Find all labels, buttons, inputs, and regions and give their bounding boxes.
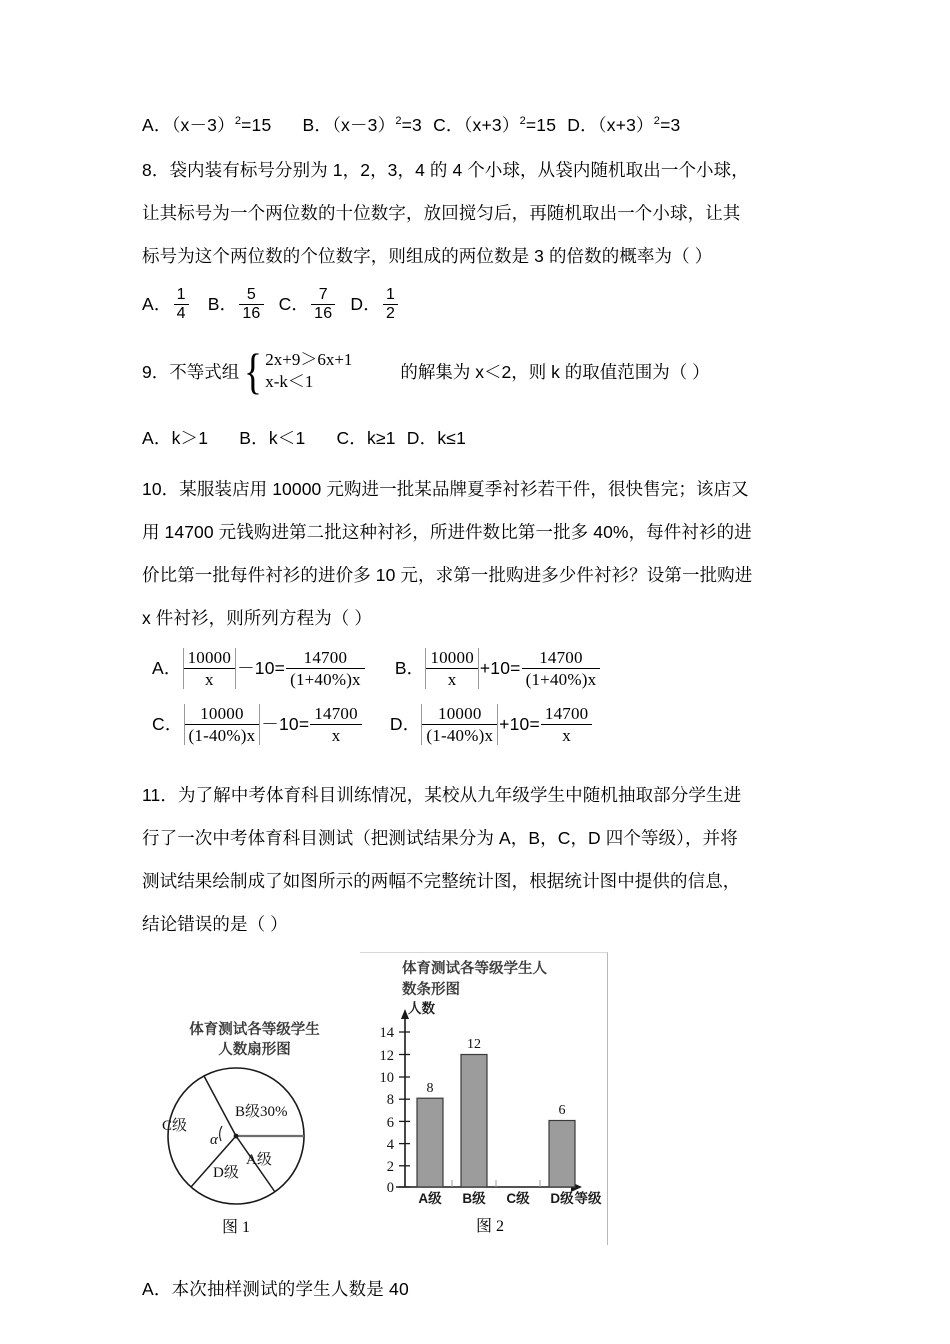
bar-value-b: 12 <box>467 1036 481 1052</box>
bar-b <box>461 1054 487 1187</box>
q9-system-line-2: x-k＜1 <box>265 372 314 392</box>
bar-ytick-4: 4 <box>386 1136 394 1153</box>
q11-line-2: 行了一次中考体育科目测试（把测试结果分为 A，B，C，D 四个等级），并将 <box>142 827 738 848</box>
q10-option-c-left-fraction: $\frac{10000}{(1-40\%)x}$ <box>184 704 261 745</box>
bar-category-d: D级 <box>550 1190 574 1206</box>
question-11-body <box>142 774 818 946</box>
q9-option-d-label: D． <box>406 427 438 448</box>
q7-option-a-label: A． <box>142 114 172 135</box>
q10-options-row-2 <box>142 696 818 752</box>
pie-center-dot <box>234 1133 239 1138</box>
q8-option-b-fraction: $\frac{5}{16}$ <box>239 286 263 322</box>
pie-label-d: D级 <box>213 1164 239 1181</box>
bar-x-axis-label: 等级 <box>574 1190 602 1206</box>
statistics-figures <box>142 952 818 1260</box>
q8-line-2: 让其标号为一个两位数的十位数字，放回搅匀后，再随机取出一个小球，让其 <box>142 202 741 223</box>
q7-option-c-label: C． <box>433 114 464 135</box>
bar-chart-figure <box>360 952 608 1245</box>
q7-option-a-expr: （x－3） <box>171 114 235 135</box>
q7-option-d-exponent: 2 <box>653 115 661 127</box>
q11-line-3: 测试结果绘制成了如图所示的两幅不完整统计图，根据统计图中提供的信息， <box>142 870 741 891</box>
q7-option-a-tail: =15 <box>241 114 272 135</box>
q7-option-b-label: B． <box>302 114 333 135</box>
page-content <box>142 100 818 1311</box>
q8-line-3: 标号为这个两位数的个位数字，则组成的两位数是 3 的倍数的概率为（ ） <box>142 245 713 266</box>
q9-inequality-system <box>241 342 353 399</box>
pie-chart-figure <box>156 1020 356 1237</box>
bar-ytick-2: 2 <box>386 1158 394 1175</box>
pie-title-line-2: 人数扇形图 <box>218 1041 291 1058</box>
q9-stem-after: 的解集为 x＜2，则 k 的取值范围为（ ） <box>400 361 710 382</box>
q9-option-d-text: k≤1 <box>437 427 466 448</box>
question-10-body <box>142 468 818 640</box>
q7-option-c-tail: =15 <box>525 114 557 135</box>
q10-option-c-right-fraction: $\frac{14700}{x}$ <box>310 704 362 745</box>
bar-ytick-8: 8 <box>386 1091 394 1108</box>
q8-option-b-label: B． <box>207 293 238 314</box>
q7-option-c-expr: （x+3） <box>463 114 520 135</box>
pie-chart-caption: 图 1 <box>221 1218 250 1236</box>
q7-option-d-tail: =3 <box>660 114 681 135</box>
q10-option-b-operator: +10= <box>479 657 521 678</box>
bar-y-axis-label: 人数 <box>408 1000 435 1016</box>
bar-ytick-14: 14 <box>379 1024 394 1041</box>
q7-option-b-exponent: 2 <box>395 115 402 127</box>
q11-line-1: 为了解中考体育科目训练情况，某校从九年级学生中随机抽取部分学生进 <box>177 784 742 805</box>
q9-option-a-label: A． <box>142 427 172 448</box>
pie-chart-svg <box>156 1060 356 1212</box>
q11-option-a: A．本次抽样测试的学生人数是 40 <box>142 1278 409 1299</box>
q9-option-a-text: k＞1 <box>171 427 209 448</box>
pie-alpha-label: α <box>210 1131 218 1148</box>
system-brace: { <box>244 342 263 399</box>
q10-option-a-right-fraction: $\frac{14700}{(1+40\%)x}$ <box>286 648 365 689</box>
q8-options-row <box>142 278 818 330</box>
q8-option-a-fraction: $\frac{1}{4}$ <box>174 286 189 322</box>
pie-chart-title <box>162 1020 347 1060</box>
q11-number: 11． <box>142 784 178 805</box>
pie-title-line-1: 体育测试各等级学生 <box>189 1021 320 1038</box>
bar-chart-caption: 图 2 <box>475 1217 504 1235</box>
q10-options-row-1 <box>142 640 818 696</box>
q8-line-1: 袋内装有标号分别为 1，2，3，4 的 4 个小球，从袋内随机取出一个小球， <box>169 159 749 180</box>
bar-title-line-1: 体育测试各等级学生人 <box>402 960 547 977</box>
q7-options-row <box>142 100 818 147</box>
bar-ytick-10: 10 <box>379 1069 394 1086</box>
q7-option-d-label: D． <box>567 114 598 135</box>
question-8-body <box>142 149 818 278</box>
q9-option-c-label: C． <box>336 427 368 448</box>
bar-category-c: C级 <box>506 1190 530 1206</box>
q10-option-b-label: B． <box>394 657 425 678</box>
q9-option-c-text: k≥1 <box>367 427 396 448</box>
bar-chart-svg <box>360 1001 606 1217</box>
bar-value-a: 8 <box>426 1080 434 1096</box>
q10-option-a-operator: －10= <box>237 657 286 678</box>
q10-line-4: x 件衬衫，则所列方程为（ ） <box>142 607 372 628</box>
bar-value-d-real: 6 <box>558 1102 566 1118</box>
q10-option-d-operator: +10= <box>499 713 540 734</box>
q7-option-b-expr: （x－3） <box>332 114 396 135</box>
q10-line-3: 价比第一批每件衬衫的进价多 10 元，求第一批购进多少件衬衫？设第一批购进 <box>142 564 753 585</box>
question-9-body <box>142 342 818 399</box>
q9-number: 9． <box>142 361 170 382</box>
bar-a <box>417 1098 443 1187</box>
bar-category-a: A级 <box>418 1190 442 1206</box>
q10-option-d-left-fraction: $\frac{10000}{(1-40\%)x}$ <box>421 704 498 745</box>
pie-label-a: A级 <box>246 1151 272 1168</box>
q10-option-b-right-fraction: $\frac{14700}{(1+40\%)x}$ <box>522 648 601 689</box>
bar-title-line-2: 数条形图 <box>402 981 460 998</box>
bar-chart-title <box>360 953 607 1001</box>
q10-option-a-label: A． <box>152 657 182 678</box>
q7-option-b-tail: =3 <box>401 114 422 135</box>
q7-option-a-exponent: 2 <box>234 115 242 127</box>
q8-option-c-fraction: $\frac{7}{16}$ <box>311 286 335 322</box>
q8-number: 8． <box>142 159 170 180</box>
q10-number: 10． <box>142 478 180 499</box>
q10-line-2: 用 14700 元钱购进第二批这种衬衫，所进件数比第一批多 40%，每件衬衫的进 <box>142 521 752 542</box>
pie-label-b: B级30% <box>235 1103 288 1120</box>
bar-category-b: B级 <box>462 1190 486 1206</box>
q10-option-b-left-fraction: $\frac{10000}{x}$ <box>425 648 479 689</box>
q10-option-c-operator: －10= <box>261 713 310 734</box>
q9-option-b-label: B． <box>239 427 269 448</box>
q9-system-line-1: 2x+9＞6x+1 <box>265 349 353 369</box>
q8-option-d-label: D． <box>350 293 381 314</box>
q9-option-b-text: k＜1 <box>268 427 306 448</box>
q11-line-4: 结论错误的是（ ） <box>142 913 288 934</box>
bar-d <box>549 1120 575 1187</box>
q8-option-a-label: A． <box>142 293 172 314</box>
q10-option-d-right-fraction: $\frac{14700}{x}$ <box>541 704 593 745</box>
q7-option-d-expr: （x+3） <box>597 114 654 135</box>
q10-option-a-left-fraction: $\frac{10000}{x}$ <box>183 648 237 689</box>
q8-option-c-label: C． <box>278 293 310 314</box>
q9-options-row <box>142 417 818 460</box>
bar-ytick-12: 12 <box>379 1047 394 1064</box>
q10-option-d-label: D． <box>389 713 421 734</box>
q8-option-d-fraction: $\frac{1}{2}$ <box>383 286 398 322</box>
q7-option-c-exponent: 2 <box>519 115 526 127</box>
q10-option-c-label: C． <box>152 713 183 734</box>
bar-ytick-6: 6 <box>386 1114 394 1131</box>
q9-stem-before: 不等式组 <box>169 361 240 382</box>
q10-line-1: 某服装店用 10000 元购进一批某品牌夏季衬衫若干件，很快售完；该店又 <box>179 478 749 499</box>
bar-ytick-0: 0 <box>386 1179 394 1196</box>
pie-label-c: C级 <box>162 1117 188 1134</box>
